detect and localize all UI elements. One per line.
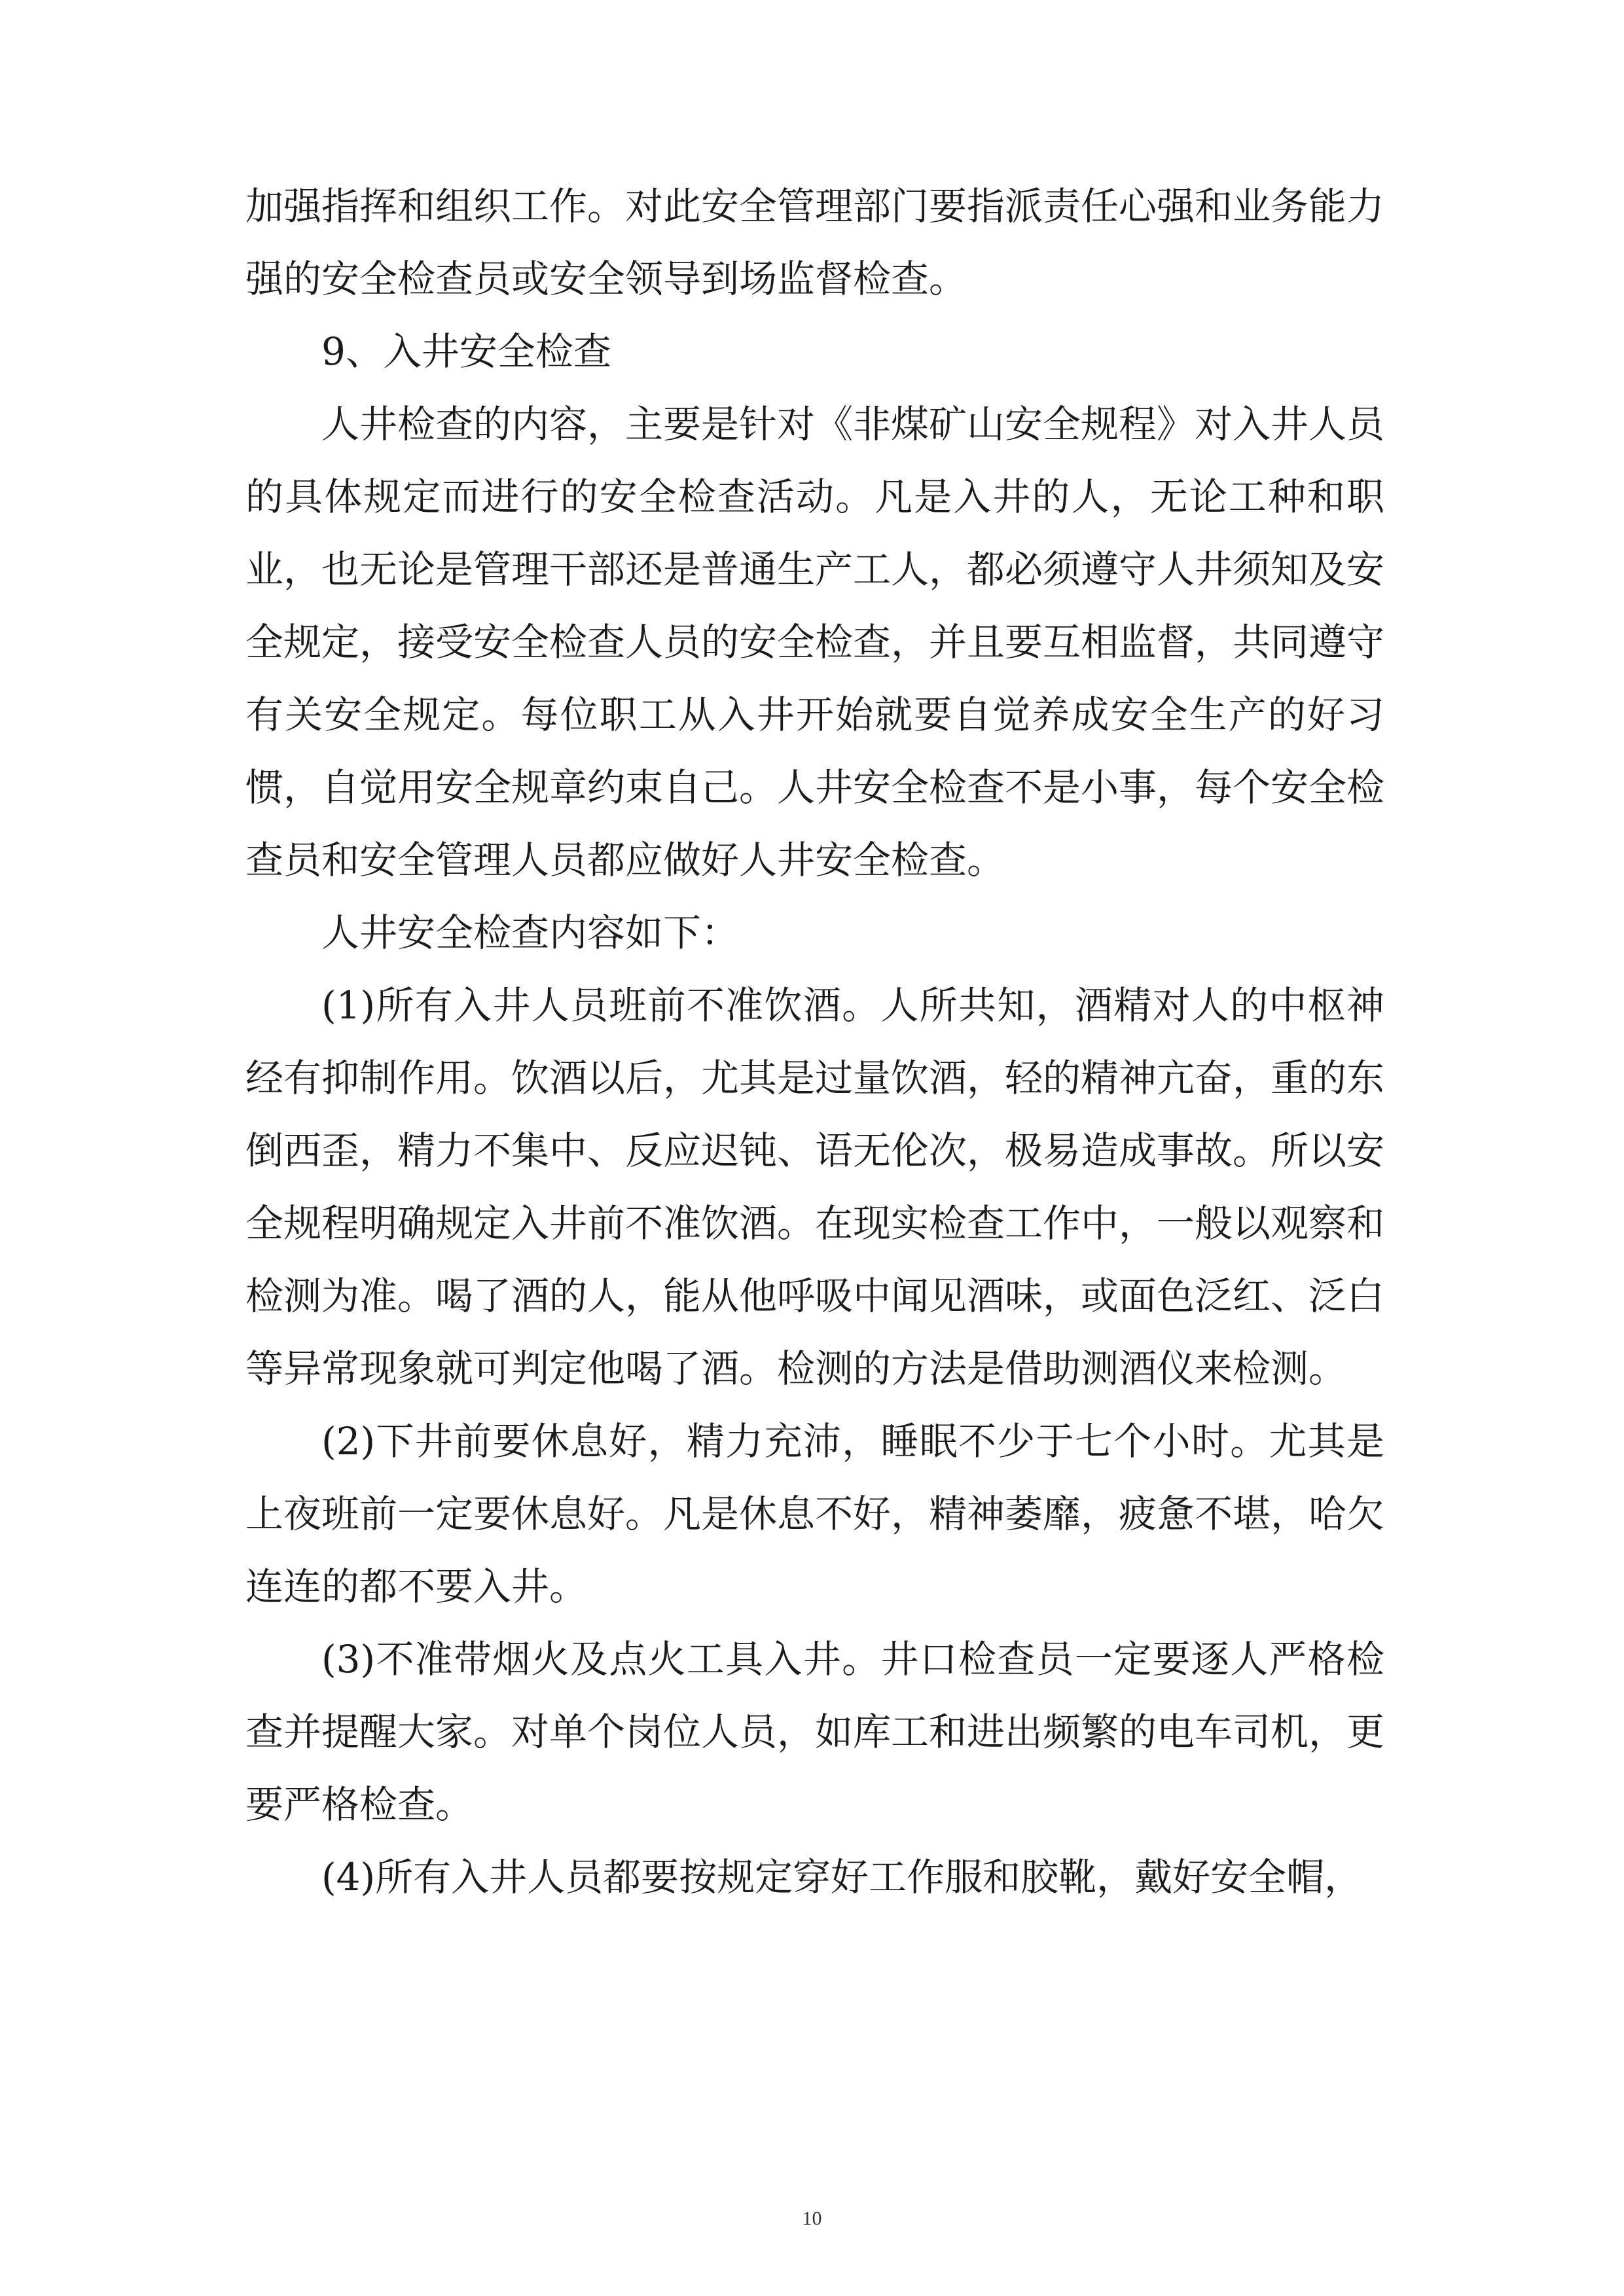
paragraph-continuation: 加强指挥和组织工作。对此安全管理部门要指派责任心强和业务能力强的安全检查员或安全领导到场监督检查。 xyxy=(245,184,1385,301)
document-body xyxy=(245,170,1384,1914)
section-heading-9: 9、入井安全检查 xyxy=(321,329,611,374)
list-item-1: (1)所有入井人员班前不准饮酒。人所共知，酒精对人的中枢神经有抑制作用。饮酒以后，尤其是过量饮酒，轻的精神亢奋，重的东倒西歪，精力不集中、反应迟钝、语无伦次，极易造成事故。所以安全规程明确规定入井前不准饮酒。在现实检查工作中，一般以观察和检测为准。喝了酒的人，能从他呼吸中闻见酒味，或面色泛红、泛白等异常现象就可判定他喝了酒。检测的方法是借助测酒仪来检测。 xyxy=(245,983,1385,1391)
list-item-2: (2)下井前要休息好，精力充沛，睡眠不少于七个小时。尤其是上夜班前一定要休息好。凡是休息不好，精神萎靡，疲惫不堪，哈欠连连的都不要入井。 xyxy=(245,1419,1385,1609)
page-number: 10 xyxy=(802,2208,822,2229)
list-item-4: (4)所有入井人员都要按规定穿好工作服和胶靴，戴好安全帽， xyxy=(321,1855,1363,1899)
paragraph-list-intro: 人井安全检查内容如下： xyxy=(321,910,740,955)
list-item-3: (3)不准带烟火及点火工具入井。井口检查员一定要逐人严格检查并提醒大家。对单个岗位人员，如库工和进出频繁的电车司机，更要严格检查。 xyxy=(245,1637,1385,1827)
paragraph-intro: 人井检查的内容，主要是针对《非煤矿山安全规程》对入井人员的具体规定而进行的安全检查活动。凡是入井的人，无论工种和职业，也无论是管理干部还是普通生产工人，都必须遵守人井须知及安全规定，接受安全检查人员的安全检查，并且要互相监督，共同遵守有关安全规定。每位职工从入井开始就要自觉养成安全生产的好习惯，自觉用安全规章约束自己。人井安全检查不是小事，每个安全检查员和安全管理人员都应做好人井安全检查。 xyxy=(245,402,1385,882)
